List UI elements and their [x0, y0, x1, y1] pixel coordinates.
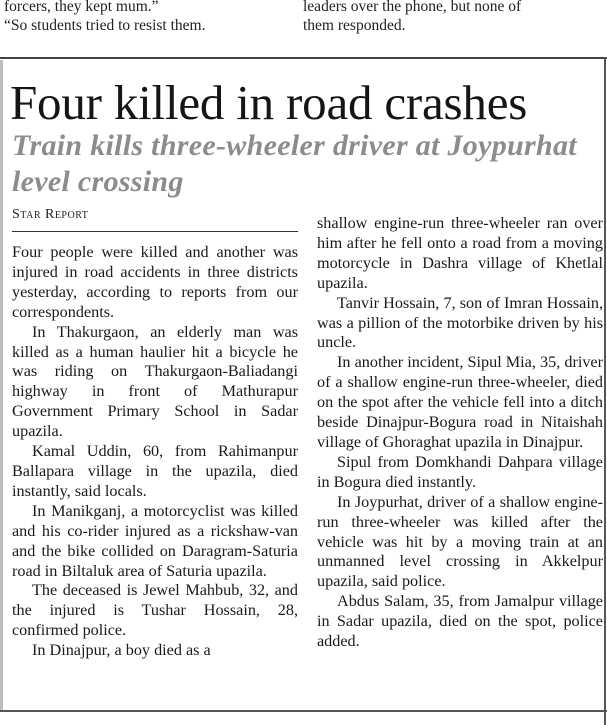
article-paragraph: Tanvir Hossain, 7, son of Imran Hossain, was a pillion of the motorbike driven by his uncle.	[317, 293, 603, 352]
page-edge-shadow	[0, 60, 3, 710]
article-paragraph: Sipul from Domkhandi Dahpara village in Bogura died instantly.	[317, 452, 603, 491]
article-paragraph: shallow engine-run three-wheeler ran over him after he fell onto a road from a moving motorcycle in Dashra village of Khetlal upazila.	[317, 214, 603, 292]
previous-article-line: “So students tried to resist them.	[4, 17, 206, 34]
previous-article-fragment	[0, 0, 607, 46]
previous-article-line: forcers, they kept mum.”	[4, 0, 159, 15]
previous-article-right-column	[303, 0, 599, 35]
page-bottom-rule	[0, 710, 607, 712]
byline-divider	[12, 231, 298, 232]
article-paragraph: In Dinajpur, a boy died as a	[32, 641, 211, 660]
previous-article-line: leaders over the phone, but none of	[303, 0, 522, 15]
article-column-one	[12, 243, 298, 661]
article-byline: Star Report	[12, 207, 89, 222]
article-paragraph: Abdus Salam, 35, from Jamalpur village in Sadar upazila, died on the spot, police added.	[317, 592, 603, 651]
article-paragraph: In Joypurhat, driver of a shallow engine-run three-wheeler was killed after the vehicle was hit by a moving train at an unmanned level crossing in Akkelpur upazila, said police.	[317, 492, 603, 591]
article-paragraph: In Thakurgaon, an elderly man was killed as a human haulier hit a bicycle he was riding on Thakurgaon-Baliadangi highway in front of Mathurapur Government Primary School in Sadar upazila.	[12, 322, 298, 441]
article-paragraph: In Manikganj, a motorcyclist was killed and his co-rider injured as a rickshaw-van and the bike collided on Daragram-Saturia road in Biltaluk area of Saturia upazila.	[12, 501, 298, 580]
previous-article-left-column	[4, 0, 284, 35]
article-subhead: Train kills three-wheeler driver at Joypurhat level crossing	[12, 129, 577, 198]
article-paragraph: In another incident, Sipul Mia, 35, driver of a shallow engine-run three-wheeler, died on the spot after the vehicle fell into a ditch beside Dinajpur-Bogura road in Nitaishah village of Ghoraghat upazila in Dinajpur.	[317, 353, 603, 451]
article-column-two	[317, 214, 603, 652]
article-paragraph: Four people were killed and another was injured in road accidents in three districts yesterday, according to reports from our correspondents.	[12, 243, 298, 321]
article-paragraph: Kamal Uddin, 60, from Rahimanpur Ballapara village in the upazila, died instantly, said locals.	[12, 442, 298, 500]
article-paragraph: The deceased is Jewel Mahbub, 32, and the injured is Tushar Hossain, 28, confirmed police.	[12, 581, 298, 640]
article-headline: Four killed in road crashes	[10, 75, 528, 130]
section-divider	[0, 57, 607, 59]
previous-article-line: them responded.	[303, 17, 406, 34]
page-edge-rule	[604, 57, 606, 725]
